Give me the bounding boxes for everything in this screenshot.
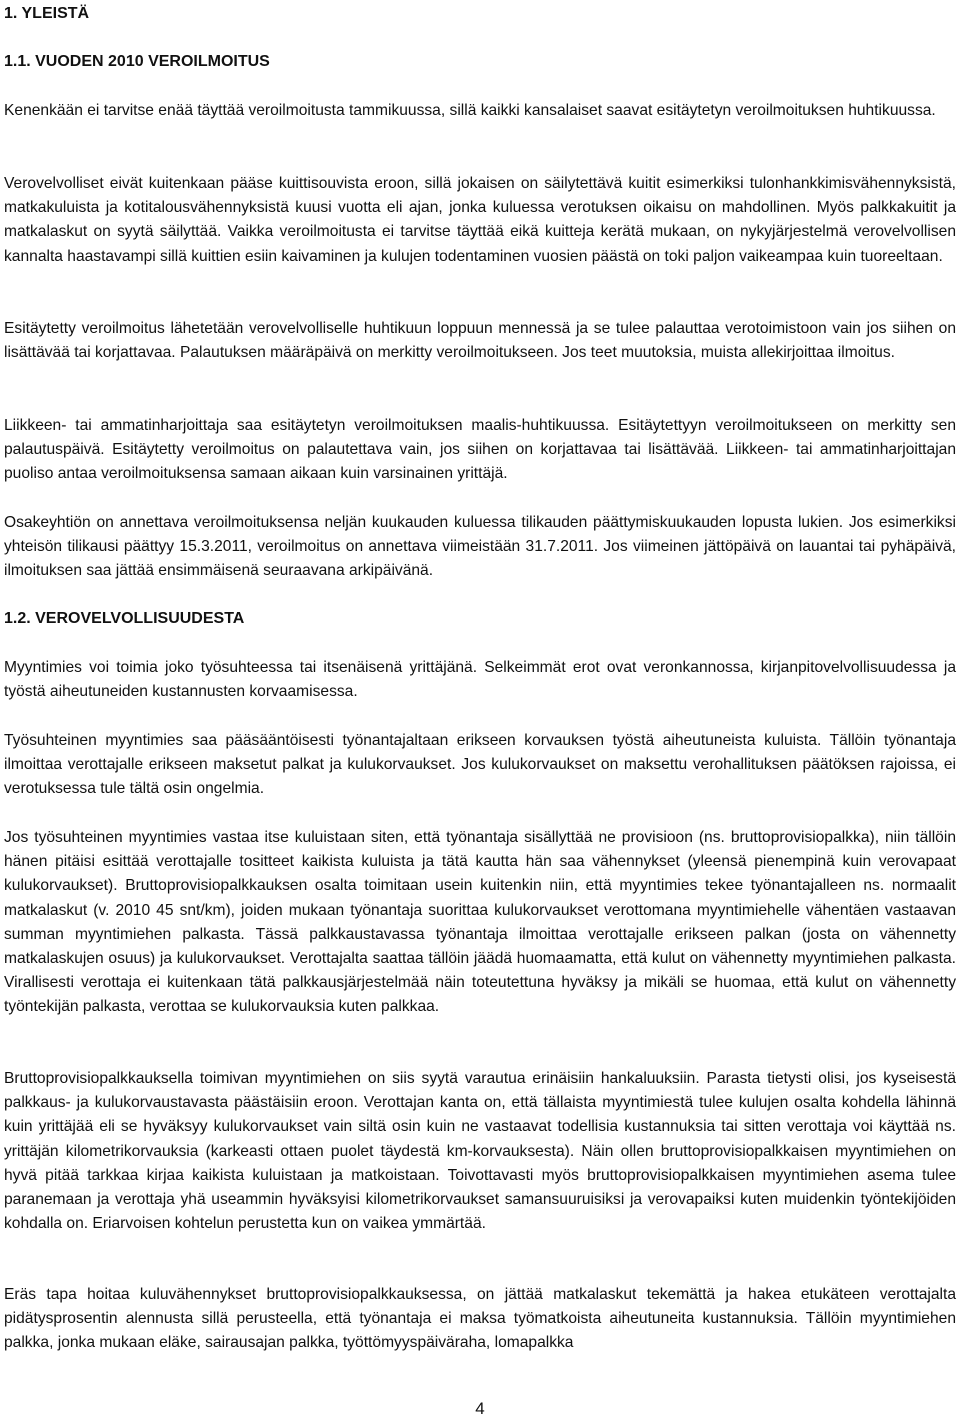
paragraph-7: Työsuhteinen myyntimies saa pääsääntöisesti työnantajaltaan erikseen korvauksen työstä aiheutuneista kuluista. Tällöin työnantaja ilmoittaa verottajalle erikseen maksetut palkat ja kulukorvaukset. Jos kulukorvaukset on maksettu verohallituksen päätöksen rajoissa, ei verotuksessa tule tältä osin ongelmia. (4, 732, 956, 798)
paragraph-6: Myyntimies voi toimia joko työsuhteessa tai itsenäisenä yrittäjänä. Selkeimmät erot ovat veronkannossa, kirjanpitovelvollisuudessa ja työstä aiheutuneiden kustannusten korvaamisessa. (4, 659, 956, 701)
heading-section-1-1: 1.1. VUODEN 2010 VEROILMOITUS (4, 53, 270, 70)
paragraph-5: Osakeyhtiön on annettava veroilmoituksensa neljän kuukauden kuluessa tilikauden päättymiskuukauden lopusta lukien. Jos esimerkiksi yhteisön tilikausi päättyy 15.3.2011, veroilmoitus on annettava viimeistään 31.7.2011. Jos viimeinen jättöpäivä on lauantai tai pyhäpäivä, ilmoituksen saa jättää ensimmäisenä seuraavana arkipäivänä. (4, 514, 956, 580)
paragraph-1: Kenenkään ei tarvitse enää täyttää veroilmoitusta tammikuussa, sillä kaikki kansalaiset saavat esitäytetyn veroilmoituksen huhtikuussa. (4, 102, 936, 119)
paragraph-4: Liikkeen- tai ammatinharjoittaja saa esitäytetyn veroilmoituksen maalis-huhtikuussa. Esitäytettyyn veroilmoitukseen on merkitty sen palautuspäivä. Esitäytetty veroilmoitus on palautettava vain, jos siihen on korjattavaa tai lisättävää. Liikkeen- tai ammatinharjoittajan puoliso antaa veroilmoituksensa samaan aikaan kuin varsinainen yrittäjä. (4, 417, 956, 483)
page-number: 4 (475, 1399, 485, 1418)
paragraph-9: Bruttoprovisiopalkkauksella toimivan myyntimiehen on siis syytä varautua erinäisiin hankaluuksiin. Parasta tietysti olisi, jos kyseisestä palkkaus- ja kulukorvaustavasta päästäisiin eroon. Verottajan kanta on, että tällaista myyntimiestä tulee kulujen osalta kohdella lähinnä kuin yrittäjää eli se hyväksyy kulukorvaukset vain siltä osin kuin ne vastaavat todellisia kustannuksia tai sitten verottaja voi käyttää ns. yrittäjän kilometrikorvauksia (karkeasti ottaen puolet täydestä km-korvauksesta). Näin ollen bruttoprovisiopalkkaisen myyntimiehen on hyvä pitää tarkkaa kirjaa kaikista kuluistaan ja matkoistaan. Toivottavasti myös bruttoprovisiopalkkaisen myyntimiehen asema tulee paranemaan ja verottaja yhä useammin hyväksyisi kilometrikorvaukset samansuuruisiksi ja verovapaiksi kuten muidenkin työntekijöiden kohdalla on. Eriarvoisen kohtelun perustetta kun on vaikea ymmärtää. (4, 1070, 956, 1233)
paragraph-10: Eräs tapa hoitaa kuluvähennykset bruttoprovisiopalkkauksessa, on jättää matkalaskut tekemättä ja hakea etukäteen verottajalta pidätysprosentin alennusta sillä perusteella, että työnantaja ei maksa työmatkoista aiheutuneita kustannuksia. Tällöin myyntimiehen palkka, jonka mukaan eläke, sairausajan palkka, työttömyyspäiväraha, lomapalkka (4, 1286, 956, 1352)
paragraph-8: Jos työsuhteinen myyntimies vastaa itse kuluistaan siten, että työnantaja sisällyttää ne provisioon (ns. bruttoprovisiopalkka), niin tällöin hänen pitäisi esittää verottajalle tositteet kaikista kuluista ja tätä kautta hän saa vähennykset (yleensä pienempinä kuin verovapaat kulukorvaukset). Bruttoprovisiopalkkauksen osalta toimitaan usein kuitenkin niin, että myyntimies tekee työnantajalleen ns. normaalit matkalaskut (v. 2010 45 snt/km), joiden mukaan työnantaja suorittaa kulukorvaukset verottomana myyntimiehelle vähentäen vastaavan summan myyntimiehen palkasta. Tässä palkkaustavassa työnantaja ilmoittaa verottajalle erikseen palkan (josta on vähennetty matkalaskujen osuus) ja kulukorvaukset. Verottajalta saattaa tällöin jäädä huomaamatta, että kulut on vähennetty myyntimiehen palkasta. Virallisesti verottaja ei kuitenkaan tätä palkkausjärjestelmää näin toteutettuna hyväksy ja mikäli se huomaa, että kulut on vähennetty työntekijän palkasta, verottaa se kulukorvauksia kuten palkkaa. (4, 829, 956, 1016)
heading-main: 1. YLEISTÄ (4, 5, 90, 22)
paragraph-3: Esitäytetty veroilmoitus lähetetään verovelvolliselle huhtikuun loppuun mennessä ja se tulee palauttaa verotoimistoon vain jos siihen on lisättävää tai korjattavaa. Palautuksen määräpäivä on merkitty veroilmoitukseen. Jos teet muutoksia, muista allekirjoittaa ilmoitus. (4, 320, 956, 362)
paragraph-2: Verovelvolliset eivät kuitenkaan pääse kuittisouvista eroon, sillä jokaisen on säilytettävä kuitit esimerkiksi tulonhankkimisvähennyksistä, matkakuluista ja kotitalousvähennyksistä kuusi vuotta eli ajan, jonka kuluessa verotuksen oikaisu on mahdollinen. Myös palkkakuitit ja matkalaskut on syytä säilyttää. Vaikka veroilmoitusta ei tarvitse täyttää eikä kuitteja kerätä mukaan, on nykyjärjestelmä verovelvollisen kannalta haastavampi sillä kuittien esiin kaivaminen ja kulujen todentaminen vuosien päästä on toki paljon vaikeampaa kuin tuoreeltaan. (4, 175, 956, 265)
heading-section-1-2: 1.2. VEROVELVOLLISUUDESTA (4, 610, 245, 627)
